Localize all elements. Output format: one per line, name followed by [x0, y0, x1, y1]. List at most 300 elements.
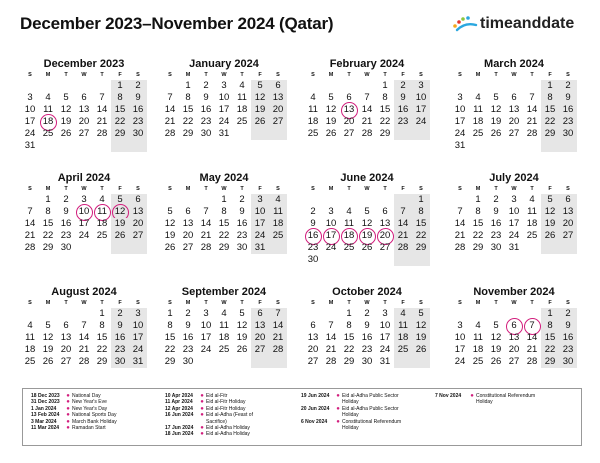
day-cell[interactable]: 16 — [394, 104, 412, 116]
day-cell[interactable]: 4 — [475, 92, 481, 103]
day-cell[interactable]: 12 — [251, 92, 269, 104]
day-cell[interactable]: 10 — [200, 320, 212, 331]
day-cell[interactable]: 23 — [559, 344, 577, 356]
day-cell[interactable]: 1 — [541, 80, 559, 92]
day-cell[interactable]: 5 — [493, 92, 499, 103]
day-cell[interactable]: 26 — [236, 344, 248, 355]
day-cell[interactable]: 7 — [81, 320, 87, 331]
day-cell[interactable]: 22 — [218, 230, 230, 241]
timeanddate-logo[interactable] — [452, 15, 574, 33]
day-cell[interactable]: 24 — [24, 128, 36, 139]
day-cell[interactable]: 10 — [24, 104, 36, 115]
day-cell[interactable]: 8 — [541, 92, 559, 104]
day-cell[interactable]: 18 — [269, 218, 287, 230]
holiday-day-cell[interactable]: 16 — [304, 230, 322, 242]
holiday-day-cell[interactable]: 10 — [75, 206, 93, 218]
day-cell[interactable]: 7 — [203, 206, 209, 217]
day-cell[interactable]: 28 — [394, 242, 412, 254]
day-cell[interactable]: 16 — [559, 332, 577, 344]
day-cell[interactable]: 22 — [111, 116, 129, 128]
day-cell[interactable]: 28 — [454, 242, 466, 253]
day-cell[interactable]: 26 — [164, 242, 176, 253]
day-cell[interactable]: 10 — [454, 332, 466, 343]
day-cell[interactable]: 28 — [24, 242, 36, 253]
day-cell[interactable]: 12 — [490, 332, 502, 343]
day-cell[interactable]: 7 — [27, 206, 33, 217]
day-cell[interactable]: 14 — [200, 218, 212, 229]
day-cell[interactable]: 24 — [454, 128, 466, 139]
day-cell[interactable]: 4 — [475, 320, 481, 331]
day-cell[interactable]: 15 — [96, 332, 108, 343]
day-cell[interactable]: 10 — [325, 218, 337, 229]
day-cell[interactable]: 25 — [236, 116, 248, 127]
day-cell[interactable]: 14 — [24, 218, 36, 229]
day-cell[interactable]: 29 — [541, 356, 559, 368]
day-cell[interactable]: 21 — [526, 344, 538, 355]
day-cell[interactable]: 19 — [412, 332, 430, 344]
day-cell[interactable]: 18 — [526, 218, 538, 229]
day-cell[interactable]: 5 — [111, 194, 129, 206]
day-cell[interactable]: 1 — [475, 194, 481, 205]
day-cell[interactable]: 15 — [412, 218, 430, 230]
day-cell[interactable]: 23 — [182, 344, 194, 355]
day-cell[interactable]: 9 — [203, 92, 209, 103]
day-cell[interactable]: 8 — [185, 92, 191, 103]
day-cell[interactable]: 7 — [328, 320, 334, 331]
day-cell[interactable]: 4 — [99, 194, 105, 205]
day-cell[interactable]: 23 — [307, 242, 319, 253]
day-cell[interactable]: 22 — [472, 230, 484, 241]
day-cell[interactable]: 29 — [96, 356, 108, 367]
day-cell[interactable]: 17 — [129, 332, 147, 344]
day-cell[interactable]: 29 — [412, 242, 430, 254]
day-cell[interactable]: 17 — [454, 344, 466, 355]
day-cell[interactable]: 13 — [60, 332, 72, 343]
day-cell[interactable]: 16 — [60, 218, 72, 229]
day-cell[interactable]: 16 — [361, 332, 373, 343]
day-cell[interactable]: 29 — [182, 128, 194, 139]
day-cell[interactable]: 28 — [526, 128, 538, 139]
day-cell[interactable]: 15 — [343, 332, 355, 343]
holiday-day-cell[interactable]: 17 — [322, 230, 340, 242]
day-cell[interactable]: 2 — [203, 80, 209, 91]
day-cell[interactable]: 13 — [129, 206, 147, 218]
holiday-day-cell[interactable]: 18 — [340, 230, 358, 242]
day-cell[interactable]: 28 — [96, 128, 108, 139]
holiday-day-cell[interactable]: 20 — [376, 230, 394, 242]
day-cell[interactable]: 6 — [346, 92, 352, 103]
day-cell[interactable]: 14 — [394, 218, 412, 230]
day-cell[interactable]: 27 — [182, 242, 194, 253]
day-cell[interactable]: 30 — [182, 356, 194, 367]
day-cell[interactable]: 20 — [508, 344, 520, 355]
day-cell[interactable]: 10 — [218, 92, 230, 103]
day-cell[interactable]: 11 — [237, 92, 247, 103]
day-cell[interactable]: 5 — [45, 320, 51, 331]
day-cell[interactable]: 24 — [218, 116, 230, 127]
day-cell[interactable]: 27 — [60, 356, 72, 367]
day-cell[interactable]: 1 — [346, 308, 352, 319]
day-cell[interactable]: 4 — [221, 308, 227, 319]
day-cell[interactable]: 5 — [541, 194, 559, 206]
day-cell[interactable]: 7 — [364, 92, 370, 103]
day-cell[interactable]: 19 — [541, 218, 559, 230]
day-cell[interactable]: 23 — [60, 230, 72, 241]
day-cell[interactable]: 2 — [394, 80, 412, 92]
day-cell[interactable]: 15 — [42, 218, 54, 229]
day-cell[interactable]: 17 — [379, 332, 391, 343]
day-cell[interactable]: 31 — [129, 356, 147, 368]
day-cell[interactable]: 8 — [412, 206, 430, 218]
day-cell[interactable]: 26 — [541, 230, 559, 242]
day-cell[interactable]: 18 — [96, 218, 108, 229]
day-cell[interactable]: 20 — [508, 116, 520, 127]
day-cell[interactable]: 12 — [412, 320, 430, 332]
day-cell[interactable]: 11 — [473, 332, 483, 343]
day-cell[interactable]: 13 — [78, 104, 90, 115]
day-cell[interactable]: 20 — [182, 230, 194, 241]
day-cell[interactable]: 27 — [269, 116, 287, 128]
day-cell[interactable]: 3 — [412, 80, 430, 92]
day-cell[interactable]: 3 — [203, 308, 209, 319]
day-cell[interactable]: 4 — [269, 194, 287, 206]
day-cell[interactable]: 17 — [218, 104, 230, 115]
day-cell[interactable]: 27 — [343, 128, 355, 139]
day-cell[interactable]: 6 — [185, 206, 191, 217]
day-cell[interactable]: 5 — [412, 308, 430, 320]
day-cell[interactable]: 30 — [559, 128, 577, 140]
day-cell[interactable]: 12 — [361, 218, 373, 229]
day-cell[interactable]: 10 — [454, 104, 466, 115]
day-cell[interactable]: 17 — [454, 116, 466, 127]
day-cell[interactable]: 25 — [343, 242, 355, 253]
day-cell[interactable]: 18 — [24, 344, 36, 355]
day-cell[interactable]: 13 — [559, 206, 577, 218]
day-cell[interactable]: 3 — [511, 194, 517, 205]
day-cell[interactable]: 19 — [111, 218, 129, 230]
day-cell[interactable]: 8 — [475, 206, 481, 217]
day-cell[interactable]: 8 — [541, 320, 559, 332]
day-cell[interactable]: 26 — [361, 242, 373, 253]
day-cell[interactable]: 30 — [60, 242, 72, 253]
day-cell[interactable]: 12 — [325, 104, 337, 115]
day-cell[interactable]: 4 — [45, 92, 51, 103]
day-cell[interactable]: 23 — [394, 116, 412, 128]
day-cell[interactable]: 11 — [25, 332, 35, 343]
day-cell[interactable]: 2 — [493, 194, 499, 205]
day-cell[interactable]: 14 — [164, 104, 176, 115]
day-cell[interactable]: 22 — [96, 344, 108, 355]
day-cell[interactable]: 15 — [218, 218, 230, 229]
day-cell[interactable]: 31 — [251, 242, 269, 254]
day-cell[interactable]: 17 — [251, 218, 269, 230]
day-cell[interactable]: 27 — [379, 242, 391, 253]
day-cell[interactable]: 1 — [185, 80, 191, 91]
day-cell[interactable]: 2 — [559, 80, 577, 92]
day-cell[interactable]: 12 — [490, 104, 502, 115]
day-cell[interactable]: 26 — [42, 356, 54, 367]
day-cell[interactable]: 24 — [412, 116, 430, 128]
day-cell[interactable]: 28 — [361, 128, 373, 139]
day-cell[interactable]: 4 — [27, 320, 33, 331]
day-cell[interactable]: 14 — [325, 332, 337, 343]
day-cell[interactable]: 21 — [164, 116, 176, 127]
day-cell[interactable]: 21 — [526, 116, 538, 127]
day-cell[interactable]: 7 — [269, 308, 287, 320]
day-cell[interactable]: 30 — [111, 356, 129, 368]
day-cell[interactable]: 9 — [364, 320, 370, 331]
day-cell[interactable]: 15 — [541, 104, 559, 116]
day-cell[interactable]: 1 — [167, 308, 173, 319]
day-cell[interactable]: 12 — [42, 332, 54, 343]
day-cell[interactable]: 3 — [382, 308, 388, 319]
day-cell[interactable]: 25 — [526, 230, 538, 241]
day-cell[interactable]: 6 — [511, 92, 517, 103]
day-cell[interactable]: 10 — [508, 206, 520, 217]
day-cell[interactable]: 13 — [379, 218, 391, 229]
day-cell[interactable]: 29 — [343, 356, 355, 367]
day-cell[interactable]: 6 — [559, 194, 577, 206]
day-cell[interactable]: 19 — [251, 104, 269, 116]
day-cell[interactable]: 9 — [111, 320, 129, 332]
day-cell[interactable]: 7 — [394, 206, 412, 218]
day-cell[interactable]: 30 — [236, 242, 248, 253]
day-cell[interactable]: 2 — [364, 308, 370, 319]
day-cell[interactable]: 28 — [78, 356, 90, 367]
day-cell[interactable]: 9 — [559, 320, 577, 332]
day-cell[interactable]: 30 — [559, 356, 577, 368]
day-cell[interactable]: 9 — [63, 206, 69, 217]
day-cell[interactable]: 19 — [325, 116, 337, 127]
day-cell[interactable]: 6 — [81, 92, 87, 103]
day-cell[interactable]: 4 — [346, 206, 352, 217]
day-cell[interactable]: 22 — [412, 230, 430, 242]
day-cell[interactable]: 30 — [200, 128, 212, 139]
day-cell[interactable]: 9 — [239, 206, 245, 217]
day-cell[interactable]: 25 — [24, 356, 36, 367]
day-cell[interactable]: 22 — [379, 116, 391, 127]
day-cell[interactable]: 21 — [78, 344, 90, 355]
day-cell[interactable]: 6 — [382, 206, 388, 217]
day-cell[interactable]: 26 — [490, 356, 502, 367]
day-cell[interactable]: 14 — [269, 320, 287, 332]
day-cell[interactable]: 13 — [251, 320, 269, 332]
day-cell[interactable]: 20 — [78, 116, 90, 127]
day-cell[interactable]: 21 — [361, 116, 373, 127]
day-cell[interactable]: 31 — [24, 140, 36, 151]
day-cell[interactable]: 26 — [111, 230, 129, 242]
day-cell[interactable]: 8 — [99, 320, 105, 331]
day-cell[interactable]: 23 — [490, 230, 502, 241]
day-cell[interactable]: 18 — [307, 116, 319, 127]
day-cell[interactable]: 27 — [559, 230, 577, 242]
day-cell[interactable]: 18 — [472, 116, 484, 127]
day-cell[interactable]: 24 — [379, 344, 391, 355]
day-cell[interactable]: 10 — [129, 320, 147, 332]
day-cell[interactable]: 25 — [42, 128, 54, 139]
day-cell[interactable]: 21 — [200, 230, 212, 241]
day-cell[interactable]: 18 — [472, 344, 484, 355]
day-cell[interactable]: 10 — [412, 92, 430, 104]
day-cell[interactable]: 10 — [251, 206, 269, 218]
day-cell[interactable]: 25 — [472, 128, 484, 139]
day-cell[interactable]: 8 — [167, 320, 173, 331]
day-cell[interactable]: 1 — [412, 194, 430, 206]
day-cell[interactable]: 19 — [164, 230, 176, 241]
day-cell[interactable]: 9 — [394, 92, 412, 104]
day-cell[interactable]: 12 — [164, 218, 176, 229]
day-cell[interactable]: 27 — [251, 344, 269, 356]
day-cell[interactable]: 11 — [308, 104, 318, 115]
day-cell[interactable]: 21 — [454, 230, 466, 241]
day-cell[interactable]: 13 — [307, 332, 319, 343]
day-cell[interactable]: 24 — [325, 242, 337, 253]
day-cell[interactable]: 29 — [42, 242, 54, 253]
day-cell[interactable]: 3 — [251, 194, 269, 206]
day-cell[interactable]: 3 — [328, 206, 334, 217]
day-cell[interactable]: 9 — [129, 92, 147, 104]
day-cell[interactable]: 10 — [379, 320, 391, 331]
day-cell[interactable]: 20 — [251, 332, 269, 344]
day-cell[interactable]: 16 — [559, 104, 577, 116]
day-cell[interactable]: 20 — [307, 344, 319, 355]
day-cell[interactable]: 6 — [63, 320, 69, 331]
day-cell[interactable]: 25 — [96, 230, 108, 241]
holiday-day-cell[interactable]: 19 — [358, 230, 376, 242]
day-cell[interactable]: 29 — [218, 242, 230, 253]
holiday-day-cell[interactable]: 18 — [39, 116, 57, 128]
day-cell[interactable]: 4 — [239, 80, 245, 91]
day-cell[interactable]: 27 — [508, 356, 520, 367]
day-cell[interactable]: 6 — [129, 194, 147, 206]
day-cell[interactable]: 2 — [559, 308, 577, 320]
day-cell[interactable]: 24 — [508, 230, 520, 241]
day-cell[interactable]: 11 — [269, 206, 287, 218]
day-cell[interactable]: 15 — [111, 104, 129, 116]
day-cell[interactable]: 12 — [541, 206, 559, 218]
day-cell[interactable]: 11 — [527, 206, 537, 217]
day-cell[interactable]: 22 — [164, 344, 176, 355]
day-cell[interactable]: 20 — [129, 218, 147, 230]
day-cell[interactable]: 30 — [490, 242, 502, 253]
day-cell[interactable]: 29 — [111, 128, 129, 140]
day-cell[interactable]: 14 — [526, 332, 538, 343]
day-cell[interactable]: 13 — [508, 104, 520, 115]
day-cell[interactable]: 9 — [559, 92, 577, 104]
day-cell[interactable]: 5 — [251, 80, 269, 92]
day-cell[interactable]: 5 — [167, 206, 173, 217]
day-cell[interactable]: 12 — [60, 104, 72, 115]
day-cell[interactable]: 4 — [310, 92, 316, 103]
day-cell[interactable]: 25 — [307, 128, 319, 139]
day-cell[interactable]: 13 — [182, 218, 194, 229]
day-cell[interactable]: 16 — [200, 104, 212, 115]
day-cell[interactable]: 5 — [364, 206, 370, 217]
day-cell[interactable]: 2 — [239, 194, 245, 205]
day-cell[interactable]: 14 — [526, 104, 538, 115]
day-cell[interactable]: 7 — [99, 92, 105, 103]
holiday-day-cell[interactable]: 13 — [340, 104, 358, 116]
day-cell[interactable]: 15 — [541, 332, 559, 344]
day-cell[interactable]: 29 — [472, 242, 484, 253]
day-cell[interactable]: 24 — [454, 356, 466, 367]
day-cell[interactable]: 23 — [111, 344, 129, 356]
holiday-day-cell[interactable]: 11 — [93, 206, 111, 218]
day-cell[interactable]: 13 — [269, 92, 287, 104]
day-cell[interactable]: 7 — [457, 206, 463, 217]
day-cell[interactable]: 20 — [60, 344, 72, 355]
day-cell[interactable]: 8 — [111, 92, 129, 104]
day-cell[interactable]: 24 — [200, 344, 212, 355]
day-cell[interactable]: 23 — [236, 230, 248, 241]
day-cell[interactable]: 1 — [221, 194, 227, 205]
day-cell[interactable]: 13 — [508, 332, 520, 343]
day-cell[interactable]: 4 — [394, 308, 412, 320]
day-cell[interactable]: 11 — [219, 320, 229, 331]
day-cell[interactable]: 19 — [236, 332, 248, 343]
day-cell[interactable]: 25 — [218, 344, 230, 355]
day-cell[interactable]: 21 — [24, 230, 36, 241]
day-cell[interactable]: 5 — [493, 320, 499, 331]
day-cell[interactable]: 23 — [559, 116, 577, 128]
day-cell[interactable]: 8 — [45, 206, 51, 217]
day-cell[interactable]: 16 — [129, 104, 147, 116]
day-cell[interactable]: 1 — [382, 80, 388, 91]
day-cell[interactable]: 23 — [361, 344, 373, 355]
day-cell[interactable]: 24 — [251, 230, 269, 242]
day-cell[interactable]: 2 — [185, 308, 191, 319]
day-cell[interactable]: 17 — [412, 104, 430, 116]
day-cell[interactable]: 20 — [559, 218, 577, 230]
day-cell[interactable]: 11 — [344, 218, 354, 229]
day-cell[interactable]: 6 — [269, 80, 287, 92]
day-cell[interactable]: 21 — [325, 344, 337, 355]
day-cell[interactable]: 27 — [129, 230, 147, 242]
day-cell[interactable]: 12 — [236, 320, 248, 331]
day-cell[interactable]: 14 — [96, 104, 108, 115]
day-cell[interactable]: 9 — [185, 320, 191, 331]
day-cell[interactable]: 17 — [508, 218, 520, 229]
day-cell[interactable]: 6 — [310, 320, 316, 331]
day-cell[interactable]: 8 — [382, 92, 388, 103]
day-cell[interactable]: 14 — [361, 104, 373, 115]
day-cell[interactable]: 31 — [379, 356, 391, 367]
day-cell[interactable]: 31 — [218, 128, 230, 139]
day-cell[interactable]: 22 — [541, 344, 559, 356]
day-cell[interactable]: 27 — [78, 128, 90, 139]
day-cell[interactable]: 30 — [129, 128, 147, 140]
day-cell[interactable]: 9 — [493, 206, 499, 217]
day-cell[interactable]: 11 — [473, 104, 483, 115]
day-cell[interactable]: 11 — [43, 104, 53, 115]
day-cell[interactable]: 31 — [454, 140, 466, 151]
day-cell[interactable]: 22 — [42, 230, 54, 241]
day-cell[interactable]: 25 — [394, 344, 412, 356]
day-cell[interactable]: 16 — [111, 332, 129, 344]
holiday-day-cell[interactable]: 7 — [523, 320, 541, 332]
day-cell[interactable]: 22 — [343, 344, 355, 355]
day-cell[interactable]: 2 — [111, 308, 129, 320]
day-cell[interactable]: 14 — [78, 332, 90, 343]
day-cell[interactable]: 15 — [379, 104, 391, 115]
day-cell[interactable]: 1 — [99, 308, 105, 319]
day-cell[interactable]: 29 — [164, 356, 176, 367]
day-cell[interactable]: 26 — [412, 344, 430, 356]
day-cell[interactable]: 25 — [269, 230, 287, 242]
day-cell[interactable]: 20 — [343, 116, 355, 127]
day-cell[interactable]: 7 — [529, 92, 535, 103]
day-cell[interactable]: 16 — [182, 332, 194, 343]
